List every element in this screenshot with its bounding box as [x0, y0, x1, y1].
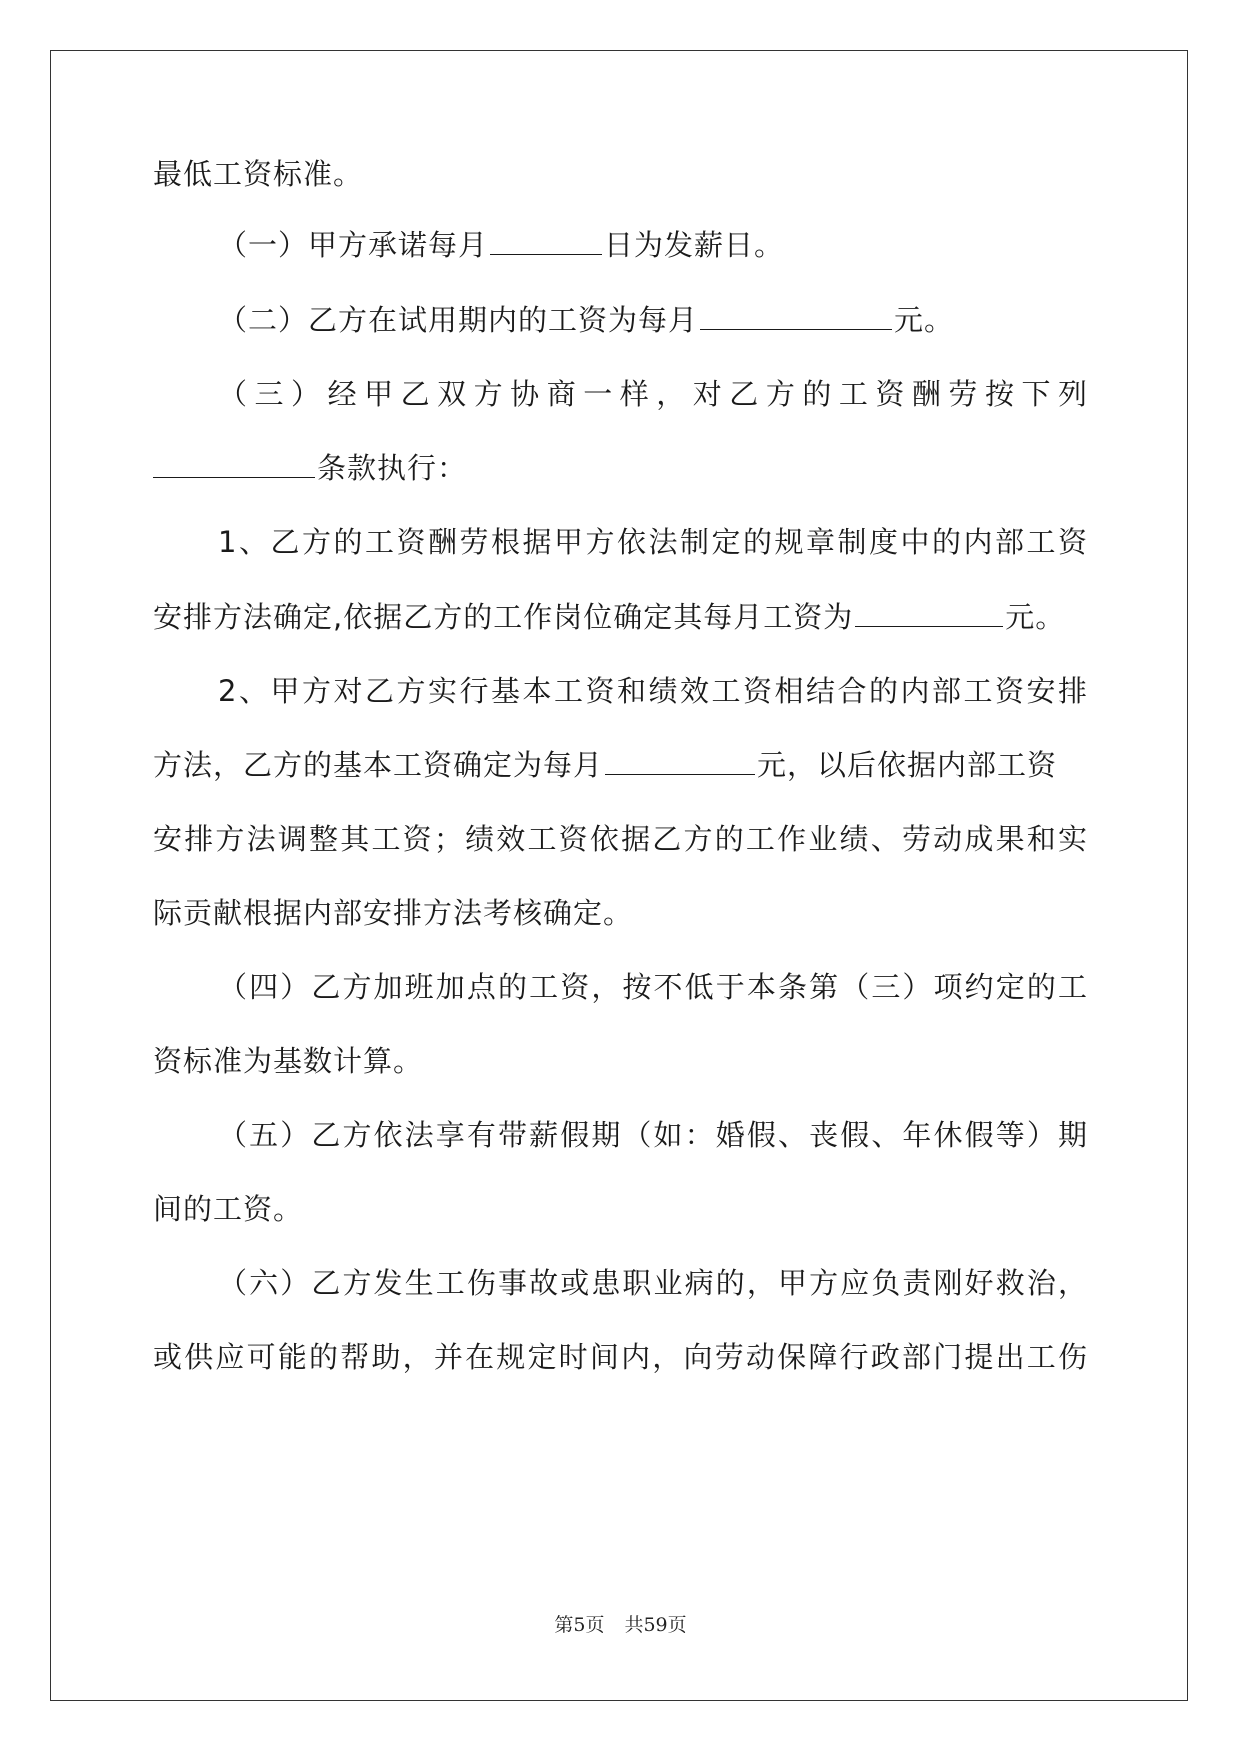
text: 安排方法确定,依据乙方的工作岗位确定其每月工资为 — [153, 600, 854, 634]
text: 元，以后依据内部工资 — [757, 748, 1058, 782]
body-line: （六）乙方发生工伤事故或患职业病的，甲方应负责刚好救治， — [218, 1266, 1088, 1300]
text: （一）甲方承诺每月 — [218, 228, 489, 262]
page-total: 共59页 — [624, 1614, 687, 1636]
text: 元。 — [1005, 600, 1066, 634]
text: 最低工资标准。 — [153, 157, 364, 191]
body-line: 资标准为基数计算。 — [153, 1044, 424, 1078]
body-line: （三）经甲乙双方协商一样，对乙方的工资酬劳按下列 — [218, 377, 1088, 411]
fill-in-blank — [855, 600, 1003, 627]
body-line: （四）乙方加班加点的工资，按不低于本条第（三）项约定的工 — [218, 970, 1088, 1004]
page-border — [50, 50, 1188, 1701]
text: 条款执行： — [317, 451, 468, 485]
body-line: 或供应可能的帮助，并在规定时间内，向劳动保障行政部门提出工伤 — [153, 1340, 1088, 1374]
body-line — [153, 448, 467, 488]
page-footer — [0, 1610, 1241, 1637]
page-number: 第5页 — [554, 1614, 605, 1636]
text: 日为发薪日。 — [604, 228, 785, 262]
body-line — [153, 154, 363, 194]
text: （二）乙方在试用期内的工资为每月 — [218, 303, 699, 337]
body-line: 安排方法调整其工资；绩效工资依据乙方的工作业绩、劳动成果和实 — [153, 822, 1088, 856]
body-line — [153, 597, 1065, 637]
body-line: 1、乙方的工资酬劳根据甲方依法制定的规章制度中的内部工资 — [218, 525, 1088, 559]
fill-in-blank — [153, 451, 315, 478]
body-line: 2、甲方对乙方实行基本工资和绩效工资相结合的内部工资安排 — [218, 674, 1088, 708]
fill-in-blank — [700, 303, 892, 330]
body-line — [153, 745, 1057, 785]
fill-in-blank — [605, 748, 755, 775]
body-line: 间的工资。 — [153, 1192, 304, 1226]
body-line — [218, 300, 954, 340]
body-line — [218, 225, 784, 265]
body-line: 际贡献根据内部安排方法考核确定。 — [153, 896, 634, 930]
text: 元。 — [894, 303, 955, 337]
body-line: （五）乙方依法享有带薪假期（如：婚假、丧假、年休假等）期 — [218, 1118, 1088, 1152]
fill-in-blank — [490, 228, 602, 255]
text: 方法，乙方的基本工资确定为每月 — [153, 748, 604, 782]
